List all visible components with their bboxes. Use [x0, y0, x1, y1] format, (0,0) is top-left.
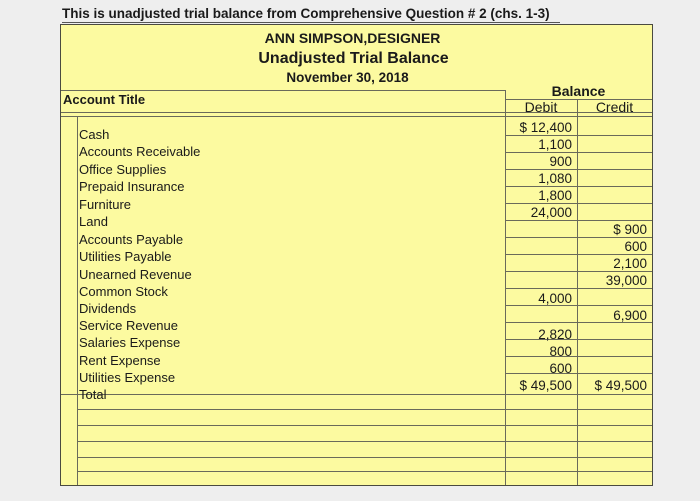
account-name: Furniture — [79, 197, 132, 212]
debit-amount: $ 49,500 — [519, 378, 572, 393]
debit-amount: 4,000 — [538, 291, 572, 306]
debit-amount: 800 — [549, 344, 572, 359]
account-name: Dividends — [79, 301, 137, 316]
caption: This is unadjusted trial balance from Comprehensive Question # 2 (chs. 1-3) — [62, 6, 560, 23]
account-name: Accounts Receivable — [79, 144, 201, 159]
statement-date: November 30, 2018 — [286, 70, 409, 85]
trial-balance-sheet — [60, 24, 653, 486]
debit-amount: 1,800 — [538, 188, 572, 203]
debit-amount: 2,820 — [538, 327, 572, 342]
account-name: Utilities Expense — [79, 370, 176, 385]
credit-amount: 39,000 — [605, 273, 647, 288]
debit-amount: 900 — [549, 154, 572, 169]
account-name: Rent Expense — [79, 353, 161, 368]
row-rule — [77, 471, 652, 472]
account-name: Land — [79, 214, 108, 229]
credit-amount: 6,900 — [613, 308, 647, 323]
account-name: Accounts Payable — [79, 232, 184, 247]
credit-amount: 2,100 — [613, 256, 647, 271]
header-rule — [61, 90, 505, 91]
company-name: ANN SIMPSON,DESIGNER — [264, 30, 441, 46]
row-rule — [77, 409, 652, 410]
balance-header: Balance — [551, 83, 606, 99]
row-rule — [77, 457, 652, 458]
account-name: Service Revenue — [79, 318, 178, 333]
statement-title: Unadjusted Trial Balance — [258, 50, 449, 67]
account-name: Prepaid Insurance — [79, 179, 185, 194]
title-indent-divider — [77, 116, 78, 485]
credit-amount: 600 — [624, 239, 647, 254]
account-title-header: Account Title — [63, 92, 146, 107]
account-name: Office Supplies — [79, 162, 167, 177]
debit-amount: 1,080 — [538, 171, 572, 186]
debit-amount: $ 12,400 — [519, 120, 572, 135]
credit-amount: $ 49,500 — [594, 378, 647, 393]
debit-amount: 600 — [549, 361, 572, 376]
account-name: Salaries Expense — [79, 335, 181, 350]
account-name: Unearned Revenue — [79, 267, 192, 282]
credit-amount: $ 900 — [613, 222, 647, 237]
row-rule — [61, 394, 652, 395]
debit-amount: 1,100 — [538, 137, 572, 152]
account-name: Cash — [79, 127, 110, 142]
column-rule-2 — [61, 116, 652, 117]
credit-divider — [577, 99, 578, 485]
account-name: Utilities Payable — [79, 249, 172, 264]
debit-header: Debit — [524, 99, 558, 115]
row-rule — [77, 425, 652, 426]
credit-header: Credit — [595, 99, 634, 115]
debit-amount: 24,000 — [530, 205, 572, 220]
row-rule — [77, 441, 652, 442]
account-name: Common Stock — [79, 284, 168, 299]
account-name: Total — [79, 387, 107, 402]
